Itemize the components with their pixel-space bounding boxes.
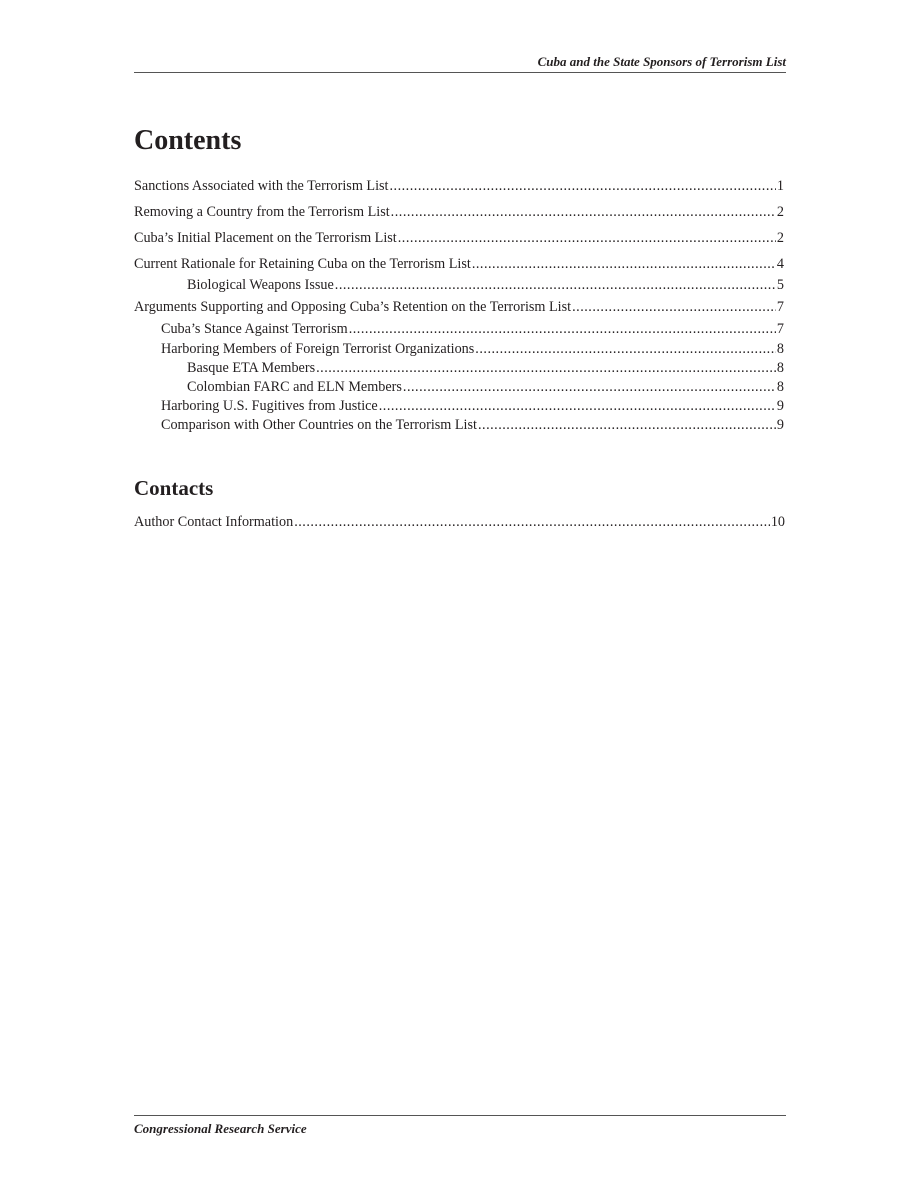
toc-entry-page: 10 [770, 514, 785, 530]
toc-entry-title: Removing a Country from the Terrorism List [134, 204, 390, 220]
toc-entry-page: 5 [776, 277, 784, 293]
contacts-heading: Contacts [134, 476, 214, 500]
toc-entry-harboring-fto[interactable] [161, 340, 784, 358]
toc-entry-page: 4 [776, 256, 784, 272]
toc-entry-title: Arguments Supporting and Opposing Cuba’s Retention on the Terrorism List [134, 299, 572, 315]
toc-entry-title: Comparison with Other Countries on the Terrorism List [161, 417, 477, 433]
toc-entry-comparison-other-countries[interactable] [161, 416, 784, 434]
toc-entry-initial-placement[interactable] [134, 229, 784, 247]
toc-entry-title: Cuba’s Initial Placement on the Terrorism List [134, 230, 397, 246]
toc-entry-sanctions[interactable] [134, 177, 784, 195]
toc-entry-page: 7 [776, 299, 784, 315]
toc-leader-dots [294, 513, 770, 531]
toc-leader-dots [389, 177, 775, 195]
toc-entry-title: Basque ETA Members [187, 360, 316, 376]
toc-entry-title: Current Rationale for Retaining Cuba on the Terrorism List [134, 256, 471, 272]
toc-entry-page: 8 [776, 379, 784, 395]
toc-entry-page: 9 [776, 398, 784, 414]
toc-leader-dots [478, 416, 776, 434]
toc-leader-dots [403, 378, 776, 396]
toc-leader-dots [572, 298, 776, 316]
running-header: Cuba and the State Sponsors of Terrorism List [537, 54, 786, 69]
toc-entry-page: 2 [776, 204, 784, 220]
running-footer: Congressional Research Service [134, 1121, 307, 1136]
toc-entry-page: 8 [776, 341, 784, 357]
toc-leader-dots [391, 203, 776, 221]
contents-heading: Contents [134, 125, 242, 156]
toc-entry-page: 8 [776, 360, 784, 376]
toc-leader-dots [349, 320, 776, 338]
toc-entry-removing-country[interactable] [134, 203, 784, 221]
header-rule [134, 72, 786, 73]
toc-leader-dots [398, 229, 776, 247]
toc-leader-dots [472, 255, 776, 273]
toc-entry-title: Author Contact Information [134, 514, 294, 530]
toc-entry-title: Cuba’s Stance Against Terrorism [161, 321, 348, 337]
toc-leader-dots [379, 397, 776, 415]
toc-leader-dots [316, 359, 776, 377]
toc-entry-page: 7 [776, 321, 784, 337]
toc-entry-title: Colombian FARC and ELN Members [187, 379, 402, 395]
toc-entry-author-contact[interactable] [134, 513, 785, 531]
toc-entry-title: Harboring U.S. Fugitives from Justice [161, 398, 378, 414]
footer-rule [134, 1115, 786, 1116]
toc-entry-basque-eta[interactable] [187, 359, 784, 377]
toc-entry-us-fugitives[interactable] [161, 397, 784, 415]
toc-entry-title: Sanctions Associated with the Terrorism List [134, 178, 389, 194]
toc-entry-page: 2 [776, 230, 784, 246]
toc-entry-biological-weapons[interactable] [187, 276, 784, 294]
toc-entry-current-rationale[interactable] [134, 255, 784, 273]
toc-entry-title: Harboring Members of Foreign Terrorist Organizations [161, 341, 475, 357]
toc-entry-cuba-stance[interactable] [161, 320, 784, 338]
toc-entry-arguments[interactable] [134, 298, 784, 316]
toc-entry-title: Biological Weapons Issue [187, 277, 334, 293]
toc-entry-page: 1 [776, 178, 784, 194]
toc-entry-page: 9 [776, 417, 784, 433]
toc-entry-colombian-farc-eln[interactable] [187, 378, 784, 396]
toc-leader-dots [475, 340, 776, 358]
toc-leader-dots [335, 276, 776, 294]
